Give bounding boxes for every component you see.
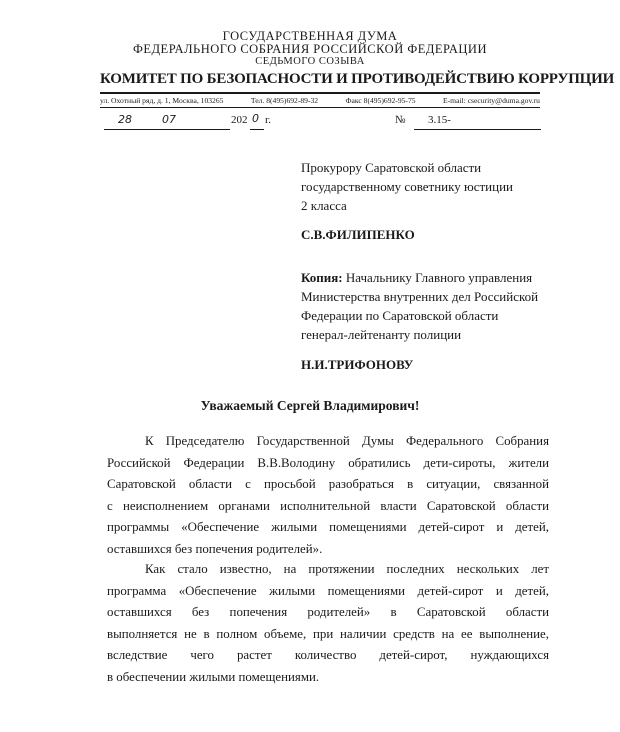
copy-line-2: Министерства внутренних дел Российской bbox=[301, 289, 539, 304]
copy-line-1 bbox=[301, 268, 532, 287]
paragraph-2-line: выполняется не в полном объеме, при наличии средств на ее выполнение, bbox=[107, 626, 549, 641]
paragraph-2-line: программа «Обеспечение жилыми помещениями детей-сирот и детей, bbox=[107, 583, 549, 598]
number-label: № bbox=[395, 114, 406, 126]
salutation: Уважаемый Сергей Владимирович! bbox=[200, 398, 420, 413]
copy-line-3: Федерации по Саратовской области bbox=[301, 308, 499, 323]
paragraph-1-line: программы «Обеспечение жилыми помещениями детей-сирот и детей, bbox=[107, 520, 549, 534]
contact-fax: Факс 8(495)692-95-75 bbox=[345, 96, 416, 105]
paragraph-2-line: Как стало известно, на протяжении последних нескольких лет bbox=[145, 562, 549, 576]
copy-name: Н.И.ТРИФОНОВУ bbox=[301, 357, 414, 372]
contact-address: ул. Охотный ряд, д. 1, Москва, 103265 bbox=[100, 96, 224, 105]
paragraph-1-line: Российской Федерации В.В.Володину обратились дети-сироты, жители bbox=[107, 455, 549, 470]
recipient-name: С.В.ФИЛИПЕНКО bbox=[301, 227, 415, 242]
header-divider-thin bbox=[100, 107, 540, 108]
paragraph-2 bbox=[107, 559, 549, 688]
paragraph-1-line: Саратовской области с просьбой разобраться в ситуации, связанной bbox=[107, 477, 549, 491]
header-divider-thick bbox=[100, 92, 540, 94]
paragraph-1-line: К Председателю Государственной Думы Федерального Собрания bbox=[145, 434, 549, 448]
date-day: 28 bbox=[118, 113, 132, 126]
date-month: 07 bbox=[162, 113, 176, 126]
paragraph-1 bbox=[107, 431, 549, 560]
paragraph-2-line: вследствие чего растет количество детей-сирот, нуждающихся bbox=[107, 648, 549, 662]
recipient-line-2: государственному советнику юстиции bbox=[301, 179, 513, 194]
date-year-prefix: 202 bbox=[231, 114, 248, 126]
contact-phone: Тел. 8(495)692-89-32 bbox=[250, 96, 319, 105]
paragraph-2-line: в обеспечении жилыми помещениями. bbox=[107, 669, 320, 684]
date-year-digit: 0 bbox=[252, 112, 259, 125]
contact-line bbox=[100, 96, 540, 105]
year-underline bbox=[250, 129, 264, 130]
copy-label: Копия: bbox=[301, 270, 343, 285]
header-duma: ГОСУДАРСТВЕННАЯ ДУМА bbox=[222, 29, 398, 43]
number-value: 3.15- bbox=[428, 114, 451, 126]
committee-title: КОМИТЕТ ПО БЕЗОПАСНОСТИ И ПРОТИВОДЕЙСТВИЮ КОРРУПЦИИ bbox=[100, 71, 615, 87]
copy-line-1-text: Начальнику Главного управления bbox=[345, 270, 533, 285]
paragraph-1-line: с неисполнением органами исполнительной власти Саратовской области bbox=[107, 498, 549, 513]
recipient-line-3: 2 класса bbox=[301, 198, 347, 213]
number-underline bbox=[414, 129, 541, 130]
date-year-suffix: г. bbox=[265, 114, 272, 126]
header-federal-assembly: ФЕДЕРАЛЬНОГО СОБРАНИЯ РОССИЙСКОЙ ФЕДЕРАЦИИ bbox=[133, 42, 487, 56]
date-underline bbox=[104, 129, 230, 130]
paragraph-1-line: оставшихся без попечения родителей». bbox=[107, 541, 323, 556]
copy-line-4: генерал-лейтенанту полиции bbox=[301, 327, 462, 342]
contact-email: E-mail: csecurity@duma.gov.ru bbox=[443, 96, 540, 105]
recipient-line-1: Прокурору Саратовской области bbox=[301, 160, 482, 175]
paragraph-2-line: оставшихся без попечения родителей» в Саратовской области bbox=[107, 605, 549, 619]
header-convocation: СЕДЬМОГО СОЗЫВА bbox=[255, 56, 365, 67]
